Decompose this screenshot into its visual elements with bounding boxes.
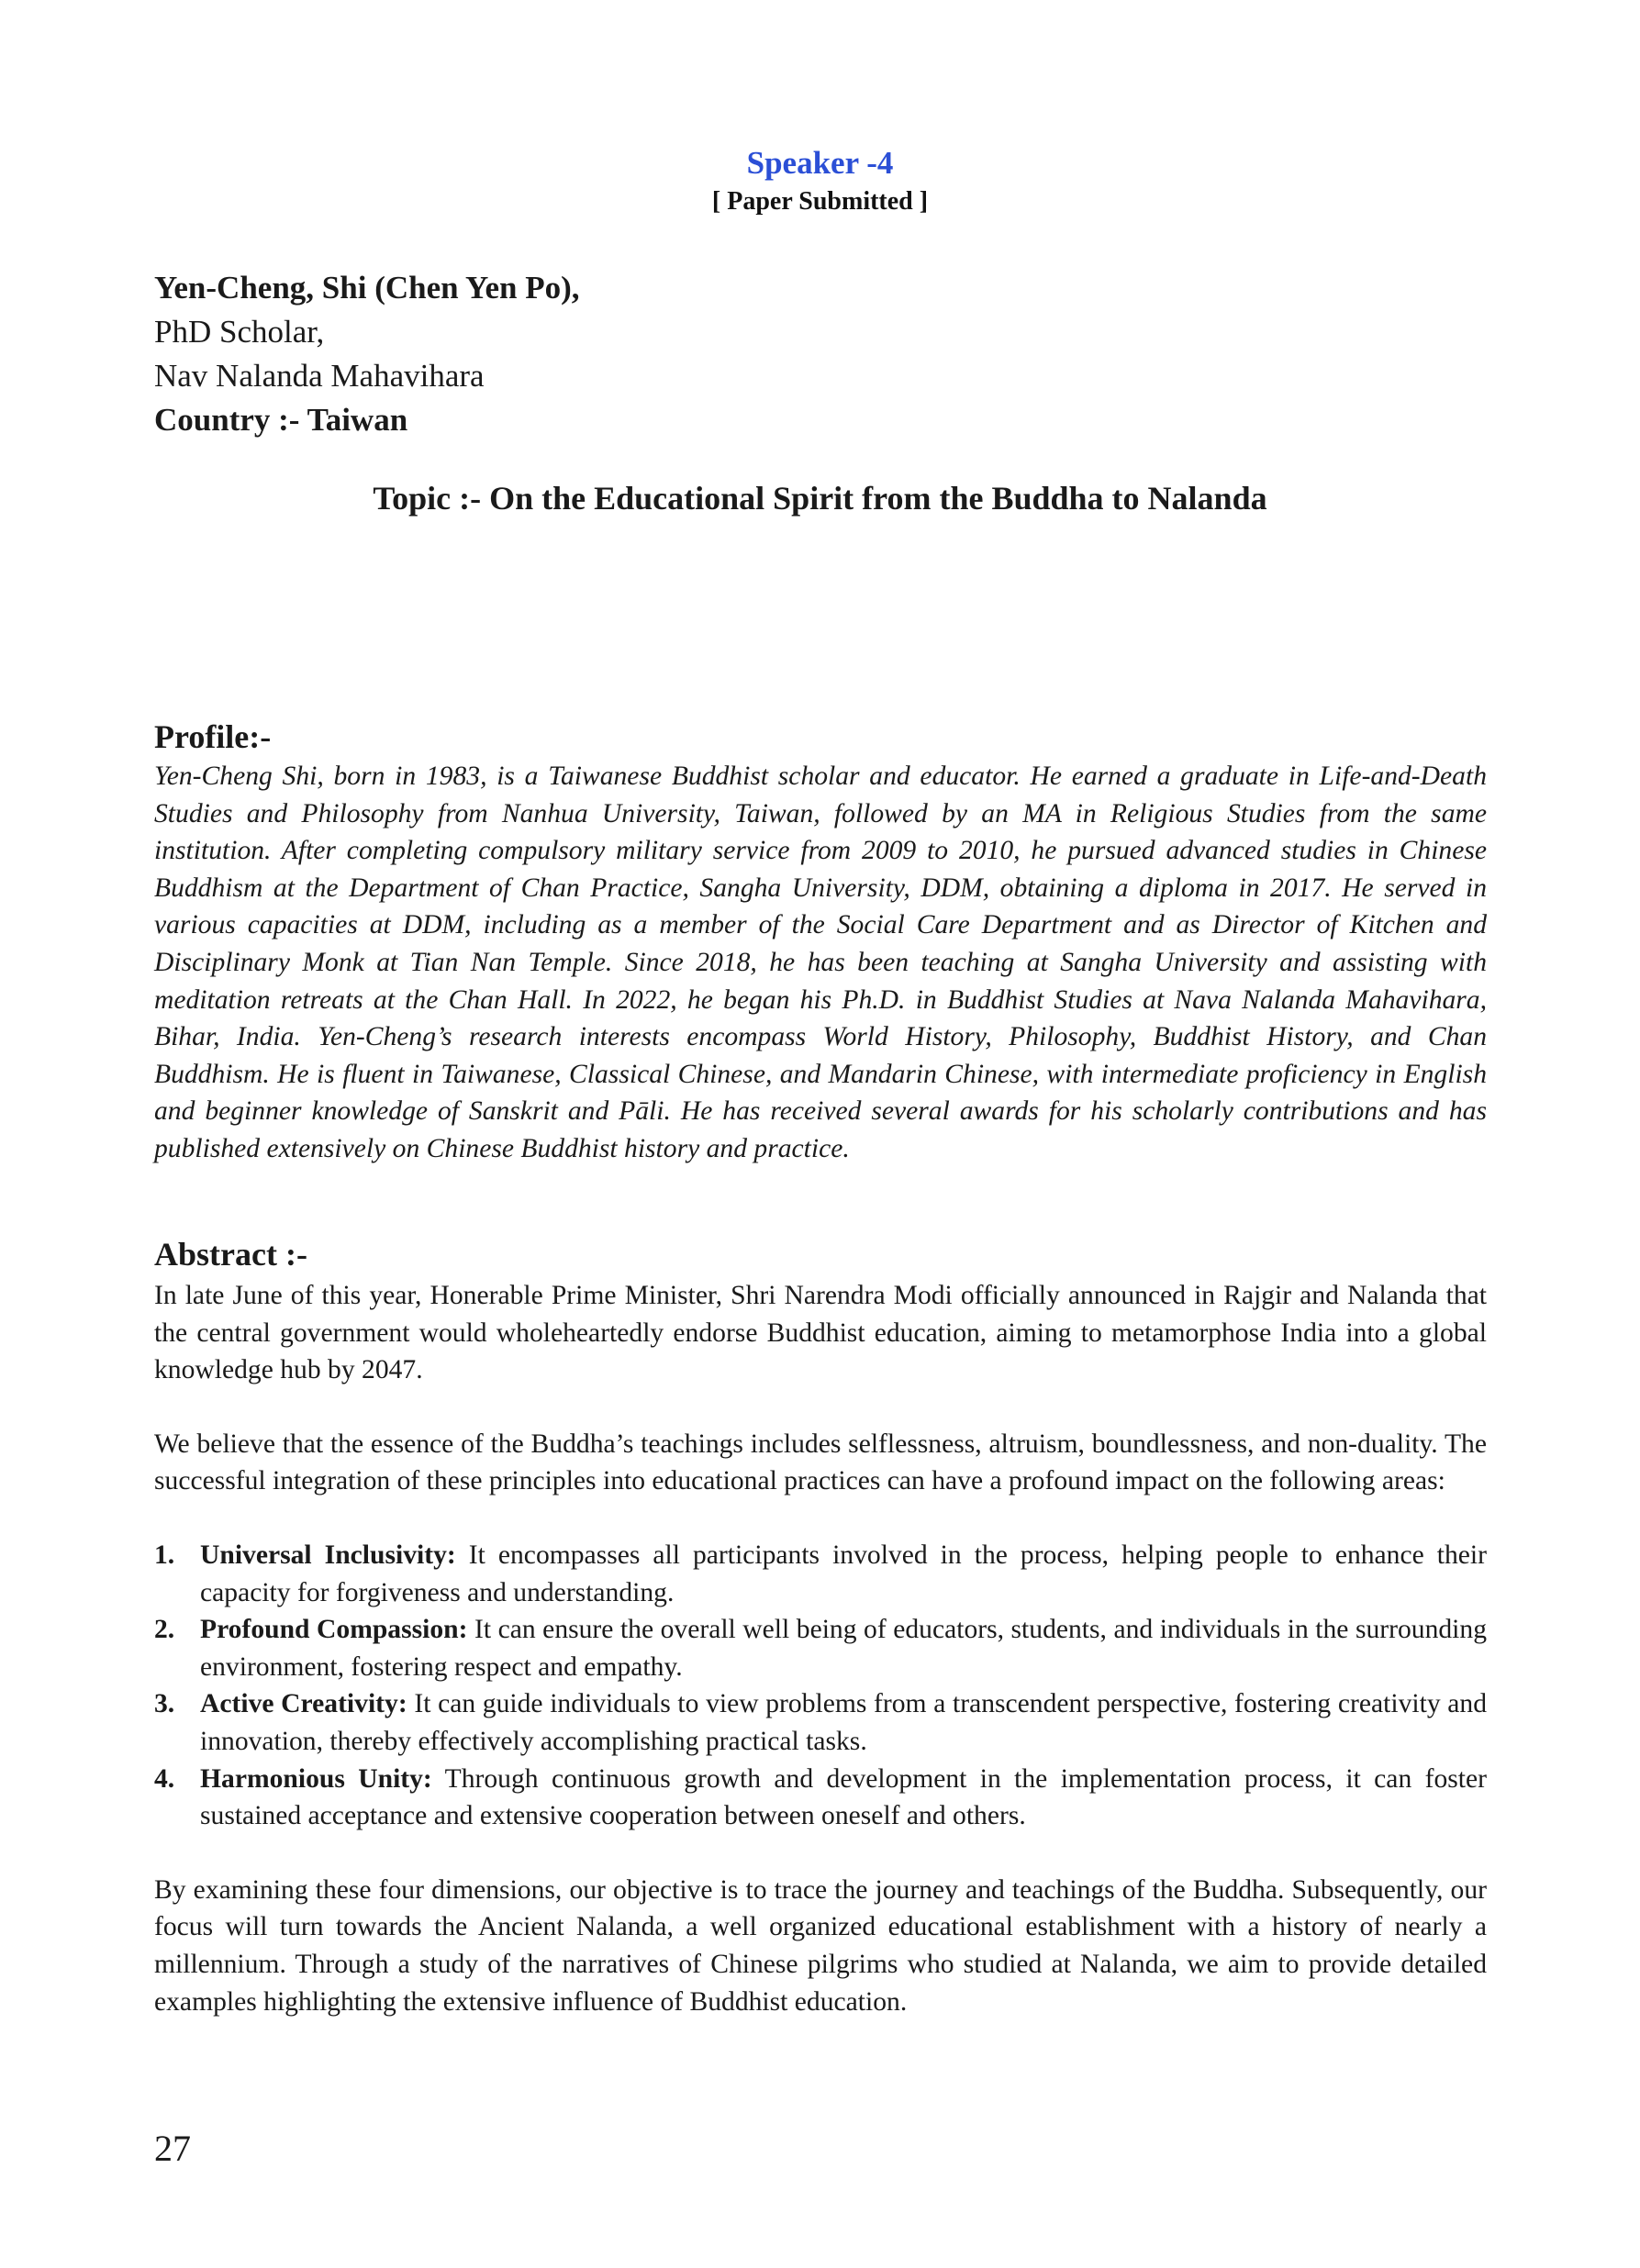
list-item	[154, 1611, 1487, 1685]
topic-title: Topic :- On the Educational Spirit from the Buddha to Nalanda	[373, 480, 1267, 517]
list-item-title: Universal Inclusivity:	[200, 1540, 456, 1570]
author-name: Yen-Cheng, Shi (Chen Yen Po),	[154, 270, 580, 306]
author-institution: Nav Nalanda Mahavihara	[154, 358, 485, 394]
list-item-text: Through continuous growth and development in the implementation process, it can foster sustained acceptance and extensive cooperation between oneself and others.	[200, 1763, 1487, 1831]
list-item-number: 2.	[154, 1615, 175, 1645]
list-item-title: Active Creativity:	[200, 1689, 407, 1719]
profile-text: Yen-Cheng Shi, born in 1983, is a Taiwanese Buddhist scholar and educator. He earned a graduate in Life-and-Death Studies and Philosophy from Nanhua University, Taiwan, followed by an MA in Religious Studies from the same institution. After completing compulsory military service from 2009 to 2010, he pursued advanced studies in Chinese Buddhism at the Department of Chan Practice, Sangha University, DDM, obtaining a diploma in 2017. He served in various capacities at DDM, including as a member of the Social Care Department and as Director of Kitchen and Disciplinary Monk at Tian Nan Temple. Since 2018, he has been teaching at Sangha University and assisting with meditation retreats at the Chan Hall. In 2022, he began his Ph.D. in Buddhist Studies at Nava Nalanda Mahavihara, Bihar, India. Yen-Cheng’s research interests encompass World History, Philosophy, Buddhist History, and Chan Buddhism. He is fluent in Taiwanese, Classical Chinese, and Mandarin Chinese, with intermediate proficiency in English and beginner knowledge of Sanskrit and Pāli. He has received several awards for his scholarly contributions and has published extensively on Chinese Buddhist history and practice.	[154, 762, 1487, 1163]
abstract-paragraph-3: By examining these four dimensions, our objective is to trace the journey and teachings of the Buddha. Subsequently, our focus will turn towards the Ancient Nalanda, a well organized educational establishment with a history of nearly a millennium. Through a study of the narratives of Chinese pilgrims who studied at Nalanda, we aim to provide detailed examples highlighting the extensive influence of Buddhist education.	[154, 1874, 1487, 2017]
abstract-paragraph-2: We believe that the essence of the Buddha’s teachings includes selflessness, altruism, boundlessness, and non-duality. The successful integration of these principles into educational practices can have a profound impact on the following areas:	[154, 1429, 1487, 1496]
list-item	[154, 1537, 1487, 1611]
list-item-title: Harmonious Unity:	[200, 1763, 432, 1794]
page-number: 27	[154, 2128, 191, 2169]
list-item-text: It can guide individuals to view problems from a transcendent perspective, fostering creativity and innovation, thereby effectively accomplishing practical tasks.	[200, 1689, 1487, 1756]
list-item-text: It encompasses all participants involved in the process, helping people to enhance their capacity for forgiveness and understanding.	[200, 1540, 1488, 1607]
abstract-paragraph-1: In late June of this year, Honerable Prime Minister, Shri Narendra Modi officially announced in Rajgir and Nalanda that the central government would wholeheartedly endorse Buddhist education, aiming to metamorphose India into a global knowledge hub by 2047.	[154, 1281, 1487, 1385]
abstract-body	[154, 1277, 1487, 2057]
impact-list	[154, 1537, 1487, 1835]
author-block	[154, 266, 579, 442]
author-position: PhD Scholar,	[154, 314, 325, 350]
author-country: Country :- Taiwan	[154, 402, 408, 438]
speaker-heading: Speaker -4	[746, 145, 894, 181]
list-item-title: Profound Compassion:	[200, 1615, 468, 1645]
profile-heading: Profile:-	[154, 718, 272, 755]
list-item-number: 4.	[154, 1763, 175, 1794]
abstract-heading: Abstract :-	[154, 1236, 307, 1273]
list-item-text: It can ensure the overall well being of educators, students, and individuals in the surrounding environment, fostering respect and empathy.	[200, 1615, 1487, 1682]
list-item-number: 3.	[154, 1689, 175, 1719]
paper-status: [ Paper Submitted ]	[711, 187, 929, 216]
list-item-number: 1.	[154, 1540, 175, 1570]
list-item	[154, 1685, 1487, 1760]
list-item	[154, 1761, 1487, 1835]
